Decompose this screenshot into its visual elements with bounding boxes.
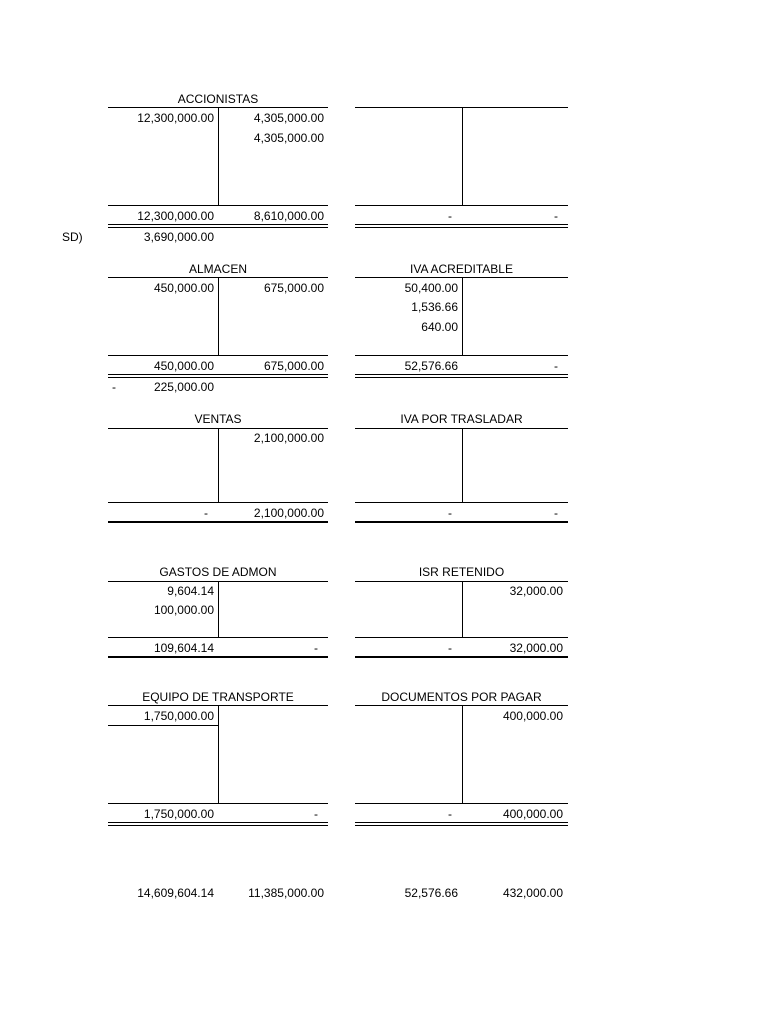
credit-entry: 32,000.00	[509, 584, 563, 598]
center-line	[462, 277, 463, 355]
total-credit: -	[554, 506, 558, 520]
total-line	[108, 637, 328, 638]
total-debit: 52,576.66	[404, 359, 458, 373]
debit-entry: 1,536.66	[411, 300, 458, 314]
debit-entry: 100,000.00	[153, 603, 214, 617]
total-debit: 12,300,000.00	[137, 209, 214, 223]
credit-entry: 2,100,000.00	[253, 431, 324, 445]
total-line	[355, 205, 568, 206]
grand-total-debit-left: 14,609,604.14	[137, 886, 214, 900]
balance-label: -	[112, 380, 116, 394]
total-line	[108, 355, 328, 356]
center-line	[218, 705, 219, 803]
debit-entry: 1,750,000.00	[143, 709, 214, 723]
debit-entry: 50,400.00	[404, 281, 458, 295]
balance-amount: 225,000.00	[153, 380, 214, 394]
account-title: GASTOS DE ADMON	[159, 565, 277, 579]
total-credit: -	[554, 359, 558, 373]
double-underline	[108, 224, 328, 228]
account-title: VENTAS	[194, 412, 242, 426]
bottom-rule	[355, 656, 568, 658]
total-debit: 450,000.00	[153, 359, 214, 373]
total-debit: -	[204, 506, 208, 520]
debit-entry: 640.00	[421, 320, 458, 334]
center-line	[462, 428, 463, 502]
debit-entry: 9,604.14	[167, 584, 214, 598]
total-line	[355, 803, 568, 804]
credit-entry: 400,000.00	[502, 709, 563, 723]
total-debit: -	[448, 209, 452, 223]
balance-label: SD)	[62, 230, 83, 244]
balance-amount: 3,690,000.00	[143, 230, 214, 244]
total-debit: -	[448, 807, 452, 821]
debit-entry: 12,300,000.00	[137, 111, 214, 125]
debit-entry: 450,000.00	[153, 281, 214, 295]
account-title: IVA ACREDITABLE	[410, 262, 513, 276]
account-title: DOCUMENTOS POR PAGAR	[381, 690, 542, 704]
total-line	[108, 803, 328, 804]
double-underline	[108, 374, 328, 378]
total-credit: -	[314, 807, 318, 821]
double-underline	[355, 822, 568, 826]
total-credit: 2,100,000.00	[253, 506, 324, 520]
credit-entry: 4,305,000.00	[253, 111, 324, 125]
center-line	[462, 107, 463, 205]
total-credit: 32,000.00	[509, 641, 563, 655]
total-credit: 675,000.00	[263, 359, 324, 373]
account-title: ACCIONISTAS	[177, 92, 259, 106]
account-title: EQUIPO DE TRANSPORTE	[142, 690, 294, 704]
credit-entry: 675,000.00	[263, 281, 324, 295]
credit-entry: 4,305,000.00	[253, 131, 324, 145]
double-underline	[355, 224, 568, 228]
bottom-rule	[108, 521, 328, 523]
double-underline	[355, 374, 568, 378]
total-line	[108, 502, 328, 503]
total-debit: 1,750,000.00	[143, 807, 214, 821]
account-title: ALMACEN	[188, 262, 247, 276]
bottom-rule	[108, 656, 328, 658]
grand-total-credit-left: 11,385,000.00	[248, 886, 324, 900]
bottom-rule	[355, 521, 568, 523]
total-line	[355, 355, 568, 356]
total-debit: -	[448, 506, 452, 520]
total-debit: -	[448, 641, 452, 655]
account-title: ISR RETENIDO	[418, 565, 505, 579]
total-line	[108, 205, 328, 206]
center-line	[218, 581, 219, 637]
total-credit: 400,000.00	[502, 807, 563, 821]
account-title: IVA POR TRASLADAR	[400, 412, 523, 426]
total-line	[355, 637, 568, 638]
total-credit: -	[314, 641, 318, 655]
total-debit: 109,604.14	[153, 641, 214, 655]
entry-underline	[108, 725, 218, 726]
grand-total-credit-right: 432,000.00	[502, 886, 563, 900]
grand-total-debit-right: 52,576.66	[404, 886, 458, 900]
total-line	[355, 502, 568, 503]
double-underline	[108, 822, 328, 826]
total-credit: 8,610,000.00	[253, 209, 324, 223]
total-credit: -	[554, 209, 558, 223]
